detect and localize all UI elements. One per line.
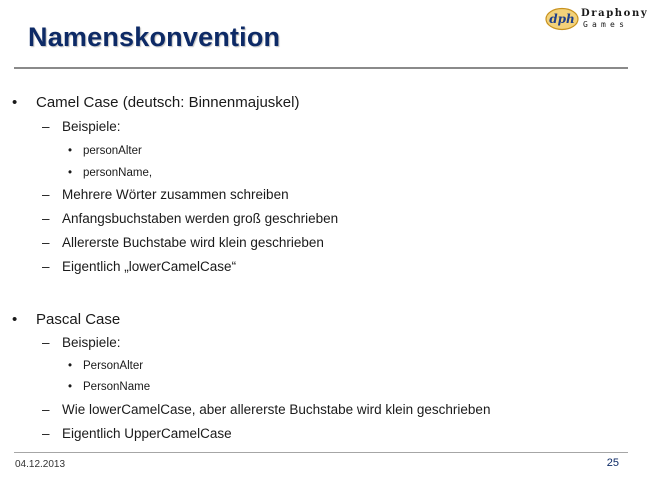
dash-marker: – (42, 259, 50, 274)
footer-date: 04.12.2013 (15, 459, 66, 470)
dash-marker: – (42, 426, 50, 441)
example-text: PersonName (83, 381, 151, 393)
example-marker: • (68, 167, 73, 179)
sub-item-text: Wie lowerCamelCase, aber allererste Buchstabe wird klein geschrieben (62, 402, 491, 417)
example-marker: • (68, 381, 73, 393)
dash-marker: – (42, 211, 50, 226)
logo-name: Draphony (581, 8, 648, 19)
dash-marker: – (42, 402, 50, 417)
logo-subtitle: Games (583, 20, 629, 29)
bullet-marker: • (12, 94, 18, 111)
slide-title: Namenskonvention (28, 22, 281, 52)
example-marker: • (68, 145, 73, 157)
dash-marker: – (42, 235, 50, 250)
sub-item-text: Eigentlich „lowerCamelCase“ (62, 259, 237, 274)
sub-item-text: Beispiele: (62, 335, 121, 350)
logo-mark-text: dph (549, 12, 575, 26)
sub-item-text: Allererste Buchstabe wird klein geschrieben (62, 235, 324, 250)
bullet-text: Pascal Case (36, 311, 121, 328)
page-number: 25 (606, 457, 619, 469)
example-marker: • (68, 360, 73, 372)
bullet-marker: • (12, 311, 18, 328)
dash-marker: – (42, 187, 50, 202)
dash-marker: – (42, 119, 50, 134)
sub-item-text: Mehrere Wörter zusammen schreiben (62, 187, 289, 202)
example-text: PersonAlter (83, 360, 144, 372)
example-text: personAlter (83, 145, 142, 157)
sub-item-text: Eigentlich UpperCamelCase (62, 426, 232, 441)
footer-divider (14, 452, 628, 453)
sub-item-text: Anfangsbuchstaben werden groß geschrieben (62, 211, 339, 226)
sub-item-text: Beispiele: (62, 119, 121, 134)
bullet-text: Camel Case (deutsch: Binnenmajuskel) (36, 94, 300, 111)
example-text: personName, (83, 167, 153, 179)
dash-marker: – (42, 335, 50, 350)
